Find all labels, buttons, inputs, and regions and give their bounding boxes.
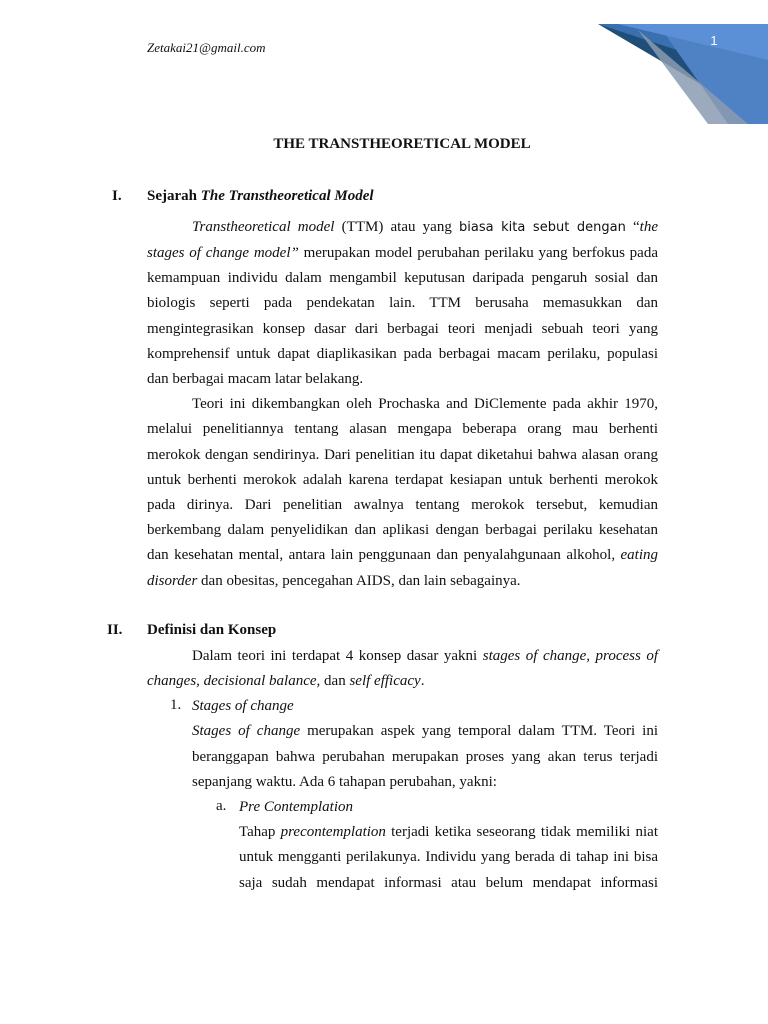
s1-p1-line-1: [192, 218, 658, 237]
s2-intro-l1-b: stages of change, process of: [482, 648, 659, 664]
section-2-heading: Definisi dan Konsep: [147, 622, 277, 638]
sub-a-title-text: Pre Contemplation: [239, 799, 354, 815]
sub-a-line-1: [239, 823, 658, 842]
s1-p1-l1-c: biasa kita sebut dengan: [459, 220, 626, 235]
s1-p1-l2-a: stages of change model”: [147, 245, 299, 261]
sub-a-l1-b: precontemplation: [280, 824, 386, 840]
s1-p1-l1-d: “: [625, 219, 640, 235]
s1-p1-line-6: komprehensif untuk dapat diaplikasikan pada berbagai macam perilaku, populasi: [147, 346, 658, 362]
s1-p1-l1-b: (TTM) atau yang: [334, 219, 460, 235]
s1-p1-l1-e: the: [639, 219, 658, 235]
item-1-number: 1.: [170, 697, 182, 713]
page-corner-graphic: [598, 0, 768, 124]
s1-p2-line-2: melalui penelitiannya tentang alasan mengapa beberapa orang mau berhenti: [147, 421, 658, 437]
s1-p1-line-2: [147, 244, 658, 263]
s2-intro-line-2: [147, 672, 424, 691]
s1-p2-l8-b: dan obesitas, pencegahan AIDS, dan lain sebagainya.: [197, 573, 521, 589]
s1-p1-line-3: kemampuan individu dalam mengambil keputusan daripada pengaruh sosial dan: [147, 270, 658, 286]
sub-a-line-3: saja sudah mendapat informasi atau belum mendapat informasi: [239, 875, 658, 891]
section-1-heading: [147, 188, 374, 205]
document-title: THE TRANSTHEORETICAL MODEL: [273, 136, 531, 152]
sub-a-title: [239, 798, 353, 817]
item-1-title: [192, 697, 294, 716]
sub-a-l1-a: Tahap: [239, 824, 281, 840]
sub-a-l1-c: terjadi ketika seseorang tidak memiliki niat: [385, 824, 658, 840]
sub-a-letter: a.: [216, 798, 227, 814]
s1-p2-line-8: [147, 572, 521, 591]
s1-p2-l8-a: disorder: [147, 573, 198, 589]
s1-p2-line-7: [147, 546, 658, 565]
s1-p1-line-5: mengintegrasikan konsep dasar dari berbagai teori menjadi sebuah teori yang: [147, 321, 658, 337]
s1-p2-line-3: merokok dengan sendirinya. Dari penelitian itu dapat diketahui bahwa alasan orang: [147, 447, 658, 463]
s1-p1-line-4: biologis seperti pada pendekatan lain. TTM berusaha memasukkan dan: [147, 295, 658, 311]
s2-intro-l2-a: changes, decisional balance,: [147, 673, 321, 689]
s2-intro-l2-c: self efficacy: [349, 673, 421, 689]
section-1-heading-plain: Sejarah: [147, 188, 201, 204]
s2-intro-l2-b: dan: [320, 673, 350, 689]
s1-p1-line-7: dan berbagai macam latar belakang.: [147, 371, 364, 387]
s1-p1-l1-a: Transtheoretical model: [192, 219, 335, 235]
s2-intro-l1-a: Dalam teori ini terdapat 4 konsep dasar yakni: [192, 648, 483, 664]
section-1-numeral: I.: [112, 188, 122, 204]
page-number: 1: [710, 33, 718, 48]
s1-p2-l7-a: dan kesehatan mental, antara lain penggunaan dan penyalahgunaan alkohol,: [147, 547, 621, 563]
s1-p2-l7-b: eating: [620, 547, 658, 563]
s2-intro-l2-d: .: [420, 673, 425, 689]
item-1-title-text: Stages of change: [192, 698, 294, 714]
sub-a-line-2: untuk mengganti perilakunya. Individu yang berada di tahap ini bisa: [239, 849, 658, 865]
item-1-line-1: [192, 722, 658, 741]
s1-p2-line-6: berkembang dalam penyelidikan dan aplikasi dengan berbagai perilaku kesehatan: [147, 522, 658, 538]
s1-p1-l2-b: merupakan model perubahan perilaku yang berfokus pada: [298, 245, 658, 261]
item-1-line-2: beranggapan bahwa perubahan merupakan proses yang akan terus terjadi: [192, 749, 658, 765]
section-2-numeral: II.: [107, 622, 123, 638]
item-1-l1-b: merupakan aspek yang temporal dalam TTM. Teori ini: [300, 723, 658, 739]
s1-p2-line-4: untuk berhenti merokok adalah karena terdapat kesiapan untuk berhenti merokok: [147, 472, 658, 488]
section-1-heading-italic: The Transtheoretical Model: [200, 188, 374, 204]
item-1-l1-a: Stages of change: [192, 723, 301, 739]
s1-p2-line-1: Teori ini dikembangkan oleh Prochaska and DiClemente pada akhir 1970,: [192, 396, 658, 412]
header-email: Zetakai21@gmail.com: [147, 40, 266, 55]
s2-intro-line-1: [192, 647, 658, 666]
s1-p2-line-5: pada dirinya. Dari penelitian awalnya tentang merokok tersebut, kemudian: [147, 497, 658, 513]
item-1-line-3: sepanjang waktu. Ada 6 tahapan perubahan, yakni:: [192, 774, 497, 790]
